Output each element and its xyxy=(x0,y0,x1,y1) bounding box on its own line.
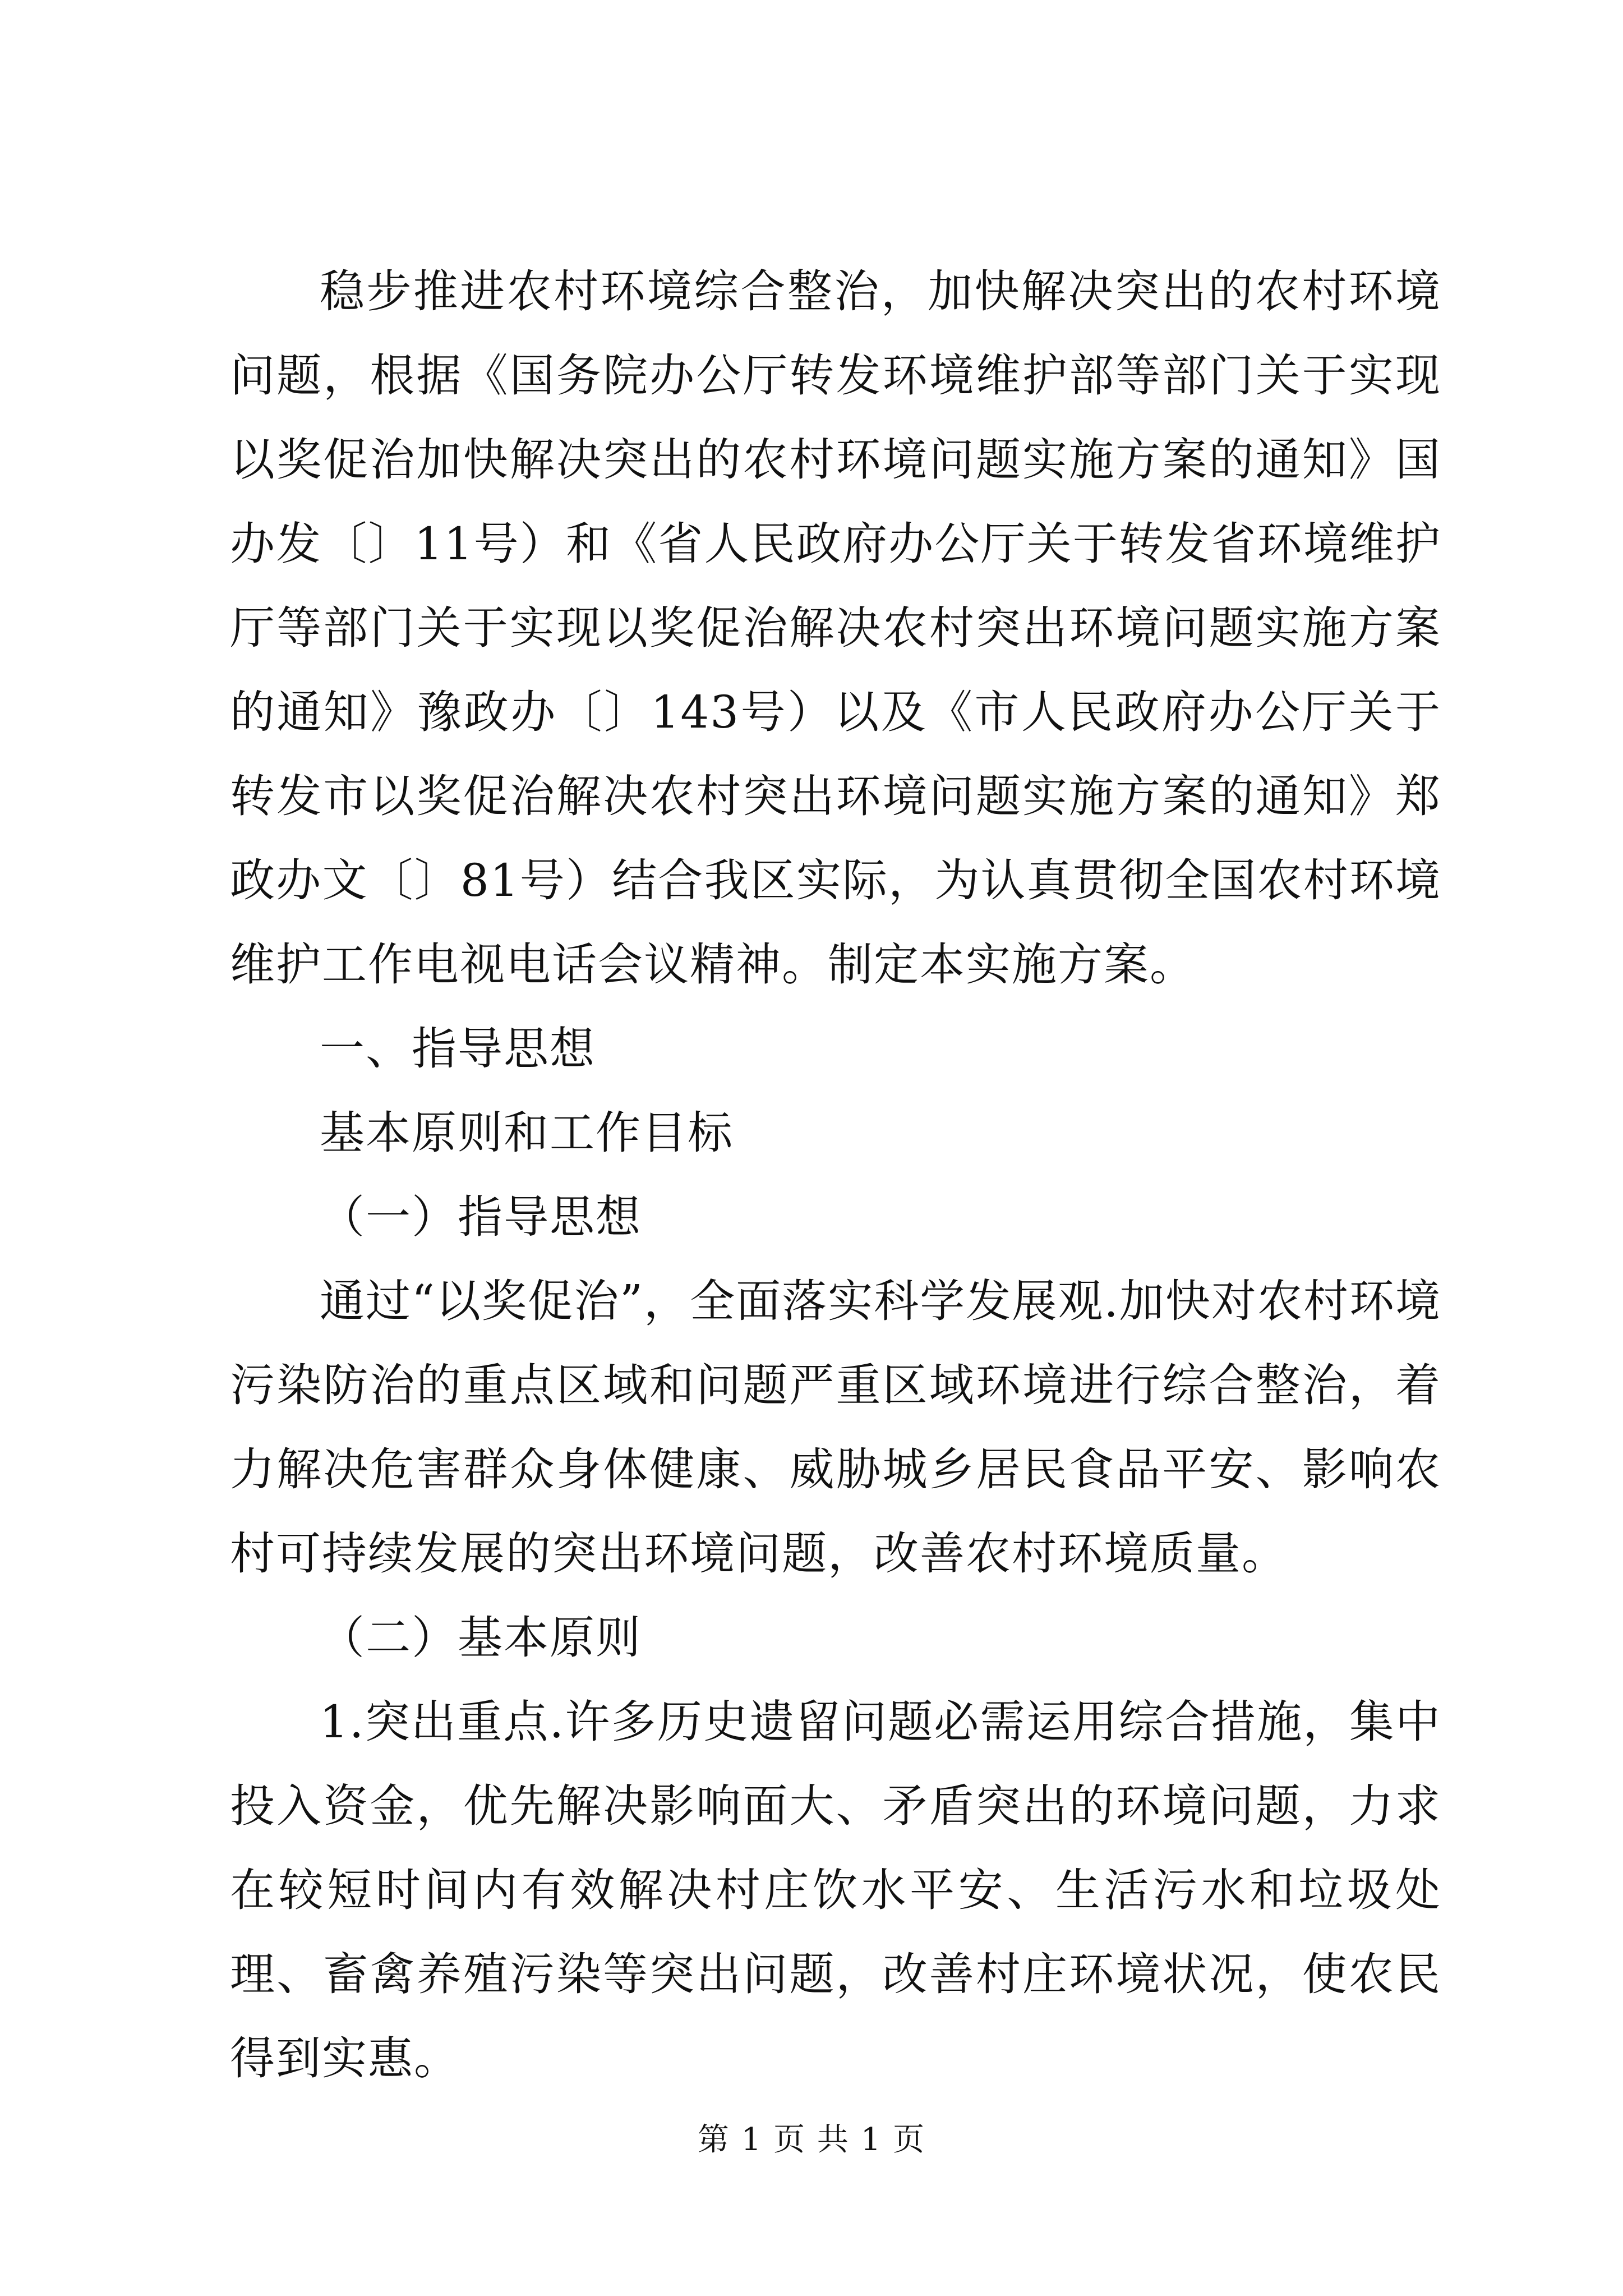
heading-section-1-cont: 基本原则和工作目标 xyxy=(320,1107,734,1159)
heading-section-1: 一、指导思想 xyxy=(320,1023,596,1075)
paragraph-guiding-thought: 通过“以奖促治”，全面落实科学发展观.加快对农村环境污染防治的重点区域和问题严重区域环境进行综合整治，着力解决危害群众身体健康、威胁城乡居民食品平安、影响农村可持续发展的突出环境问题，改善农村环境质量。 xyxy=(230,1275,1441,1580)
document-body xyxy=(230,250,1441,2101)
paragraph-principle-1: 1.突出重点.许多历史遗留问题必需运用综合措施，集中投入资金，优先解决影响面大、矛盾突出的环境问题，力求在较短时间内有效解决村庄饮水平安、生活污水和垃圾处理、畜禽养殖污染等突出问题，改善村庄环境状况，使农民得到实惠。 xyxy=(230,1696,1441,2085)
paragraph-intro: 稳步推进农村环境综合整治，加快解决突出的农村环境问题，根据《国务院办公厅转发环境维护部等部门关于实现以奖促治加快解决突出的农村环境问题实施方案的通知》国办发〔〕11号）和《省人民政府办公厅关于转发省环境维护厅等部门关于实现以奖促治解决农村突出环境问题实施方案的通知》豫政办〔〕143号）以及《市人民政府办公厅关于转发市以奖促治解决农村突出环境问题实施方案的通知》郑政办文〔〕81号）结合我区实际，为认真贯彻全国农村环境维护工作电视电话会议精神。制定本实施方案。 xyxy=(230,265,1441,991)
heading-basic-principles: （二）基本原则 xyxy=(320,1612,642,1664)
heading-guiding-thought: （一）指导思想 xyxy=(320,1191,642,1243)
page-footer: 第 1 页 共 1 页 xyxy=(697,2122,926,2158)
